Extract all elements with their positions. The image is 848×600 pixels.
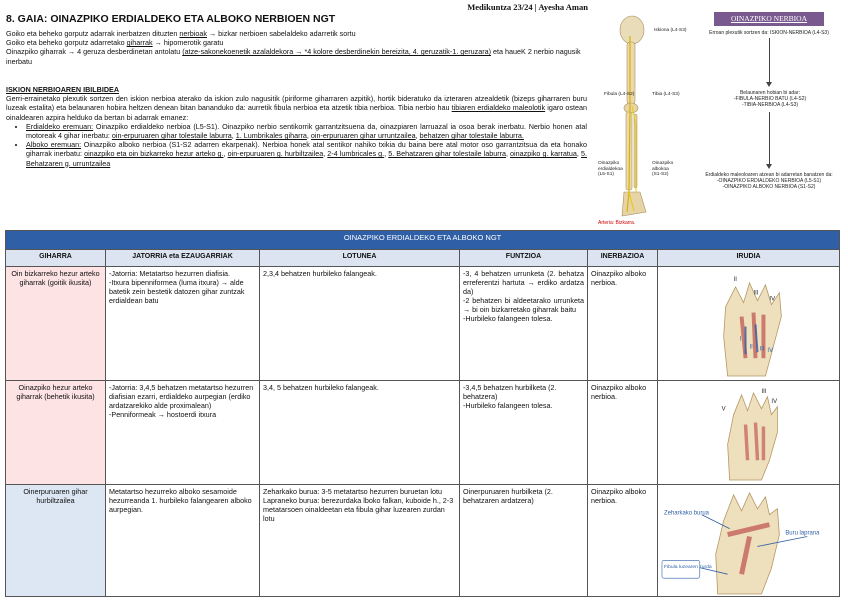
bullet-lateral: • Alboko eremuan: Oinazpiko alboko nerbioa (S1-S2 adarren ekarpenak). Nerbioa honek atal sentikor nahiko txikia du baina bere atal motor oso garrantzitsua da eta honako giharrak inerbatu: oinazpiko eta oin bizkarreko hezur arteko g., oin-erpuruaren g. hurbiltzailea, 2-4 lumbricales g., 5. Behatzaren gihar tolestaile laburra, oinazpiko g. karratua, 5. Behatzaren g. urruntzailea [26, 140, 587, 168]
col-header-lotunea: LOTUNEA [260, 250, 460, 267]
intro-line-2: Goiko eta beheko gorputz adarretako giharrak → hipomerotik garatu [6, 38, 224, 48]
label-toe: IV [771, 398, 778, 405]
leg-skeleton-illustration [596, 6, 676, 228]
label-arteria: Arteria: Bizkarra. [598, 220, 636, 226]
figure-note-1: Erroan plexutik sortzen da: ISKION-NERBIOA (L4-S3) [709, 30, 829, 36]
table-row [6, 267, 840, 381]
label-oblique-head: Buru laprana [785, 530, 820, 537]
arrow-line-2 [769, 112, 770, 164]
row-muscle-name: Oinazpiko hezur arteko giharrak (behetik ikusita) [6, 381, 106, 485]
intro-block [6, 29, 587, 66]
row-origin: -Jatorria: 3,4,5 behatzen metatartso hezurren diafisian ezarri, erdialdeko aurpegian (erdiko ardatzarekiko alde proximalean) -Penniformeak → hostoerdi itxura [106, 381, 260, 485]
foot-adductor-illustration [658, 485, 839, 596]
label-toe: II [733, 276, 737, 283]
label-toe: III [753, 290, 759, 297]
table-title: OINAZPIKO ERDIALDEKO ETA ALBOKO NGT [6, 231, 840, 250]
header-course: Medikuntza 23/24 | Ayesha Aman [467, 2, 588, 12]
row-function: -3, 4 behatzen urrunketa (2. behatza erreferentzi hartuta → erdiko ardatza da) -2 behatzen bi aldeetarako urrunketa → bi oin bizkarretako giharrak baitu -Hurbileko falangeen tolesa. [460, 267, 588, 381]
col-header-inerbazioa: INERBAZIOA [588, 250, 658, 267]
label-oinazpiko-albokoa: Oinazpiko albokoa (S1-S2) [652, 161, 674, 178]
label-toe: III [761, 388, 767, 395]
row-insertion: Zeharkako burua: 3-5 metatartso hezurren buruetan lotu Lapraneko burua: berezurdaka lboko falkan, kuboide h., 2-3 metatarsoen oinaldeetan eta fibula gihar luzearen zurdan lotu [260, 485, 460, 597]
label-toe: V [721, 406, 726, 413]
intro-line-3: Oinazpiko giharrak → 4 geruza desberdinetan antolatu (atze-sakonekoenetik azalaldekora → *4 kolore desberdinekin bereizita, 4. geruzatik-1. geruzara) eta haueK 2 nerbio nagusik inerbatu [6, 47, 581, 66]
figure-note-2: Belaunaren hobian bi adar: -FIBULA-NERBIO BATU (L4-S2) -TIBIA-NERBIOA (L4-S3) [733, 90, 807, 108]
table-row [6, 381, 840, 485]
figure-note-3: Erdialdeko maleoloaren atzean bi adarretan banatzen da: -OINAZPIKO ERDIALDEKO NERBIOA (L5-S1) -OINAZPIKO ALBOKO NERBIOA (S1-S2) [705, 172, 833, 190]
col-header-irudia: IRUDIA [658, 250, 840, 267]
row-image [658, 485, 840, 597]
label-transverse-head: Zeharkako burua [663, 510, 709, 517]
section-block [6, 85, 587, 168]
row-function: Oinerpuruaren hurbilketa (2. behatzaren ardatzera) [460, 485, 588, 597]
label-toe: III [759, 346, 765, 353]
row-innervation: Oinazpiko alboko nerbioa. [588, 381, 658, 485]
col-header-jatorria: JATORRIA eta EZAUGARRIAK [106, 250, 260, 267]
label-toe: I [739, 336, 742, 343]
bullet-medial: • Erdialdeko eremuan: Oinazpiko erdialdeko nerbioa (L5-S1). Oinazpiko nerbio sentikorrik garrantzitsuena da, oinazpiaren larruazal ia osoa berak inerbatu. Nerbio honen atal motoreak 4 gihar inerbatu: oin-erpuruaren gihar tolestaile laburra, 1. Lumbrikales giharra, oin-erpuruaren gihar urruntzailea, behatzen gihar tolestaile laburra. [26, 122, 587, 140]
label-fibula-tendon: Fibula luzearen zurda [663, 565, 712, 571]
label-toe: II [749, 344, 753, 351]
muscle-table [5, 230, 840, 597]
foot-plantar-illustration [658, 381, 839, 484]
arrow-line-1 [769, 38, 770, 82]
row-muscle-name: Oinerpuruaren gihar hurbiltzailea [6, 485, 106, 597]
label-fibula: Fibula (L4-S2) [604, 92, 635, 97]
row-origin: -Jatorria: Metatartso hezurren diafisia. -Itxura bipenniformea (luma itxura) → alde batetik zein bestetik datozen gihar zuntzak erdialdean batu [106, 267, 260, 381]
nerve-figure [596, 6, 842, 228]
intro-line-1: Goiko eta beheko gorputz adarrak inerbatzen dituzten nerbioak → bizkar nerbioen sabelaldeko adarretik sortu [6, 29, 356, 38]
row-muscle-name: Oin bizkarreko hezur arteko giharrak (goitik ikusita) [6, 267, 106, 381]
row-innervation: Oinazpiko alboko nerbioa. [588, 267, 658, 381]
label-iskiona: Iskiona (L4-S3) [654, 28, 687, 33]
col-header-giharra: GIHARRA [6, 250, 106, 267]
row-function: -3,4,5 behatzen hurbilketa (2. behatzera) -Hurbileko falangeen tolesa. [460, 381, 588, 485]
col-header-funtzioa: FUNTZIOA [460, 250, 588, 267]
label-toe: IV [767, 348, 774, 355]
label-toe: IV [769, 296, 776, 303]
row-image [658, 267, 840, 381]
row-innervation: Oinazpiko alboko nerbioa. [588, 485, 658, 597]
section-heading: ISKION NERBIOAREN IBILBIDEA [6, 85, 120, 94]
table-row [6, 485, 840, 597]
page-title: 8. GAIA: OINAZPIKO ERDIALDEKO ETA ALBOKO NERBIOEN NGT [6, 13, 336, 25]
row-image [658, 381, 840, 485]
label-tibia: Tibia (L4-S3) [652, 92, 680, 97]
figure-title: OINAZPIKO NERBIOA [714, 12, 824, 26]
arrow-head-2 [766, 164, 772, 169]
row-origin: Metatartso hezurreko alboko sesamoide hezurreanda 1. hurbileko falangearen alboko aurpegian. [106, 485, 260, 597]
label-oinazpiko-erdialdekoa: Oinazpiko erdialdekoa (L5-S1) [598, 161, 623, 178]
section-paragraph: Gerri-errainetako plexutik sortzen den iskion nerbioa aterako da iskion zulo nagusitik (piriforme giharraren azpitik), hortik bideratuko da izteraren atzealdetik (bizeps giharraren buru luzeak estalita) eta belaunaren hobira heltzen denean bitan bananduko da: aurretik fibula nerbioa eta atzetik tibia nerbioa. Tibia nerbio hau tibiaren erdialdeko maleolotik igaro ostean oinaldearen azpira helduko da bertan bi adarrak emanez: [6, 94, 587, 122]
row-insertion: 3,4, 5 behatzen hurbileko falangeak. [260, 381, 460, 485]
foot-dorsal-illustration [658, 267, 839, 380]
arrow-head-1 [766, 82, 772, 87]
row-insertion: 2,3,4 behatzen hurbileko falangeak. [260, 267, 460, 381]
